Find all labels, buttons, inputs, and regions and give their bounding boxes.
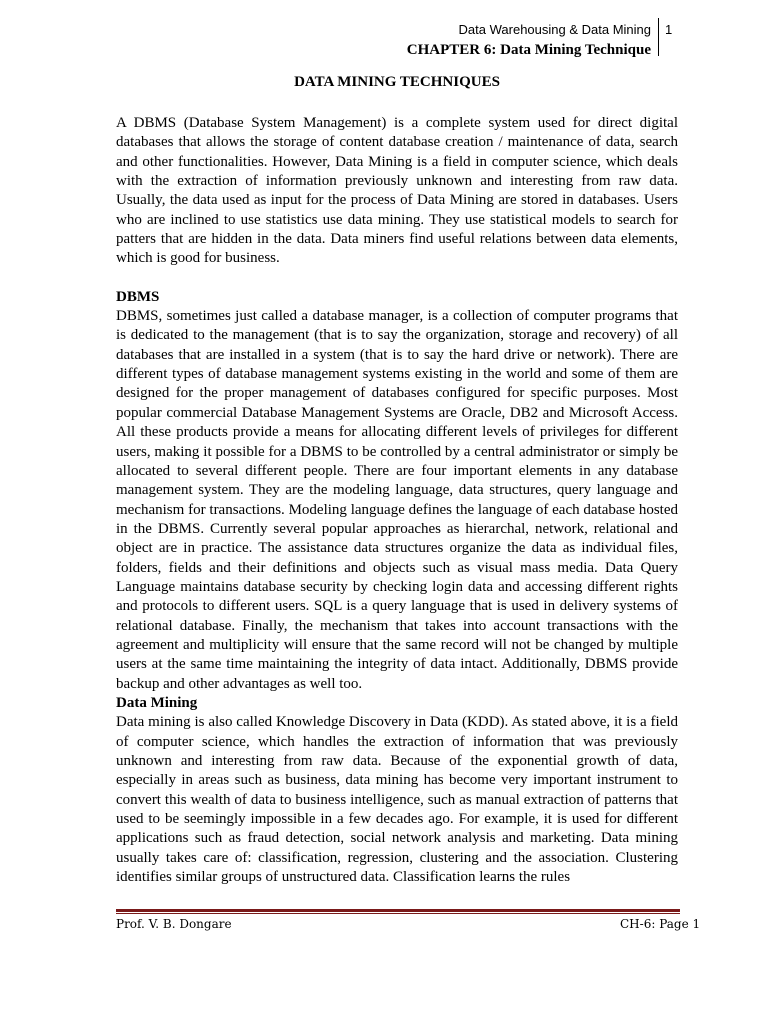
document-body: [116, 72, 678, 887]
footer-rule-thick: [116, 909, 680, 912]
header-divider: [658, 18, 659, 56]
header-chapter-title: CHAPTER 6: Data Mining Technique: [406, 42, 651, 58]
page-header: [407, 20, 651, 60]
intro-paragraph: A DBMS (Database System Management) is a complete system used for direct digital databases that allows the storage of content database creation / maintenance of data, search and other functionalities. However, Data Mining is a field in computer science, which deals with the extraction of information previously unknown and interesting from raw data. Usually, the data used as input for the process of Data Mining are stored in databases. Users who are inclined to use statistics use data mining. They use statistical models to search for patters that are hidden in the data. Data miners find useful relations between data elements, which is good for business.: [116, 115, 678, 267]
header-page-number: 1: [665, 22, 673, 37]
header-course-title: Data Warehousing & Data Mining: [458, 22, 651, 37]
section-heading-data-mining: Data Mining: [116, 694, 198, 711]
footer-author: Prof. V. B. Dongare: [116, 917, 232, 931]
section-heading-dbms: DBMS: [116, 288, 160, 305]
footer-rule-thin: [116, 913, 680, 914]
footer-page-label: CH-6: Page 1: [620, 917, 701, 931]
paragraph-spacer: [116, 269, 678, 288]
data-mining-paragraph: Data mining is also called Knowledge Discovery in Data (KDD). As stated above, it is a field of computer science, which handles the extraction of information that was previously unknown and interesting from raw data. Because of the exponential growth of data, especially in areas such as business, data mining has become very important instrument to convert this wealth of data to business intelligence, such as manual extraction of patterns that used to be seemingly impossible in a few decades ago. For example, it is used for different applications such as fraud detection, social network analysis and marketing. Data mining usually takes care of: classification, regression, clustering and the association. Clustering identifies similar groups of unstructured data. Classification learns the rules: [116, 714, 678, 886]
document-title: DATA MINING TECHNIQUES: [294, 74, 500, 90]
dbms-paragraph: DBMS, sometimes just called a database manager, is a collection of computer programs that is dedicated to the management (that is to say the organization, storage and recovery) of all databases that are installed in a system (that is to say the hard drive or network). There are different types of database management systems existing in the world and some of them are designed for the proper management of databases configured for specific purposes. Most popular commercial Database Management Systems are Oracle, DB2 and Microsoft Access. All these products provide a means for allocating different levels of privileges for different users, making it possible for a DBMS to be controlled by a central administrator or simply be allocated to several different people. There are four important elements in any database management system. They are the modeling language, data structures, query language and mechanism for transactions. Modeling language defines the language of each database hosted in the DBMS. Currently several popular approaches as hierarchal, network, relational and object are in practice. The assistance data structures organize the data as individual files, folders, fields and their definitions and objects such as visual mass media. Data Query Language maintains database security by checking login data and accessing different rights and protocols to different users. SQL is a query language that is used in delivery systems of relational database. Finally, the mechanism that takes into account transactions with the agreement and multiplicity will ensure that the same record will not be changed by multiple users at the same time maintaining the integrity of data intact. Additionally, DBMS provide backup and other advantages as well too.: [116, 308, 678, 692]
